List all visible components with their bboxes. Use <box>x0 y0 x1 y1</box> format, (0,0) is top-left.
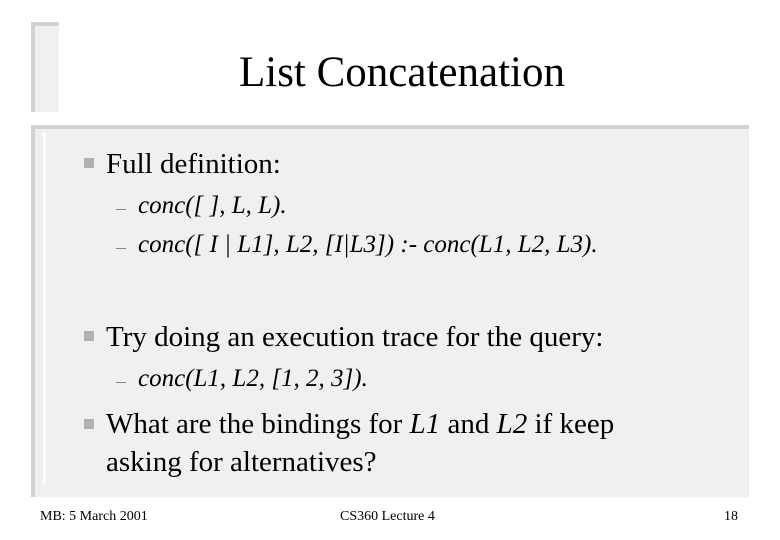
bullet-icon <box>84 331 94 341</box>
bullet-3-L2: L2 <box>496 408 528 440</box>
footer-page-number: 18 <box>724 509 738 524</box>
footer-left: MB: 5 March 2001 <box>40 509 148 524</box>
bullet-icon <box>84 419 94 429</box>
content-panel-inner-line <box>43 133 46 483</box>
bullet-2-sub-1: conc(L1, L2, [1, 2, 3]). <box>138 365 368 392</box>
dash-icon: – <box>116 370 126 392</box>
bullet-3-L1: L1 <box>409 408 441 440</box>
bullet-3-text-a: What are the bindings for <box>106 408 403 440</box>
slide-title: List Concatenation <box>238 49 565 96</box>
bullet-3-line-1 <box>106 406 614 442</box>
title-frame-top-line <box>31 22 59 26</box>
dash-icon: – <box>116 236 126 258</box>
bullet-3-text-b: if keep <box>534 408 615 440</box>
content-panel-left-border <box>31 125 35 497</box>
bullet-1-text: Full definition: <box>106 148 281 180</box>
footer-center: CS360 Lecture 4 <box>340 509 435 524</box>
content-panel-top-border <box>31 125 749 129</box>
bullet-icon <box>84 158 94 168</box>
bullet-2-text: Try doing an execution trace for the query: <box>106 321 604 353</box>
bullet-3-line-2: asking for alternatives? <box>106 446 377 478</box>
bullet-1-sub-1: conc([ ], L, L). <box>138 192 287 219</box>
bullet-1-sub-2: conc([ I | L1], L2, [I|L3]) :- conc(L1, L2, L3). <box>138 231 598 258</box>
bullet-3-and: and <box>447 408 490 440</box>
dash-icon: – <box>116 197 126 219</box>
